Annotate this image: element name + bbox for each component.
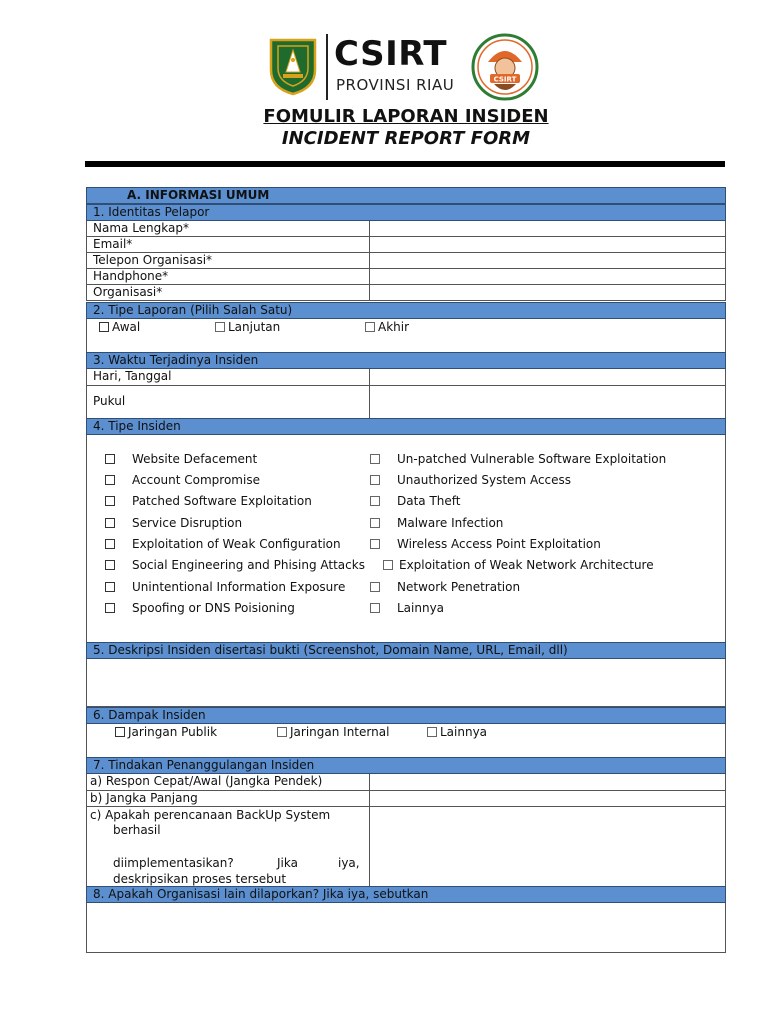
mascot-label: CSIRT xyxy=(493,75,517,84)
field-row-telepon xyxy=(86,253,726,269)
field-row-respon-cepat xyxy=(86,774,726,791)
field-row-organisasi xyxy=(86,285,726,301)
field-label: Nama Lengkap* xyxy=(93,221,189,235)
field-label: Organisasi* xyxy=(93,285,163,299)
incident-option[interactable] xyxy=(105,516,243,531)
form-title-english: INCIDENT REPORT FORM xyxy=(281,128,531,149)
field-input-pukul[interactable] xyxy=(369,386,370,418)
brand-name: CSIRT xyxy=(334,34,448,74)
checkbox-icon[interactable] xyxy=(370,582,380,592)
header-logos xyxy=(268,32,540,104)
option-label: Service Disruption xyxy=(132,516,243,530)
field-input-email[interactable] xyxy=(369,237,370,252)
field-input-jangka-panjang[interactable] xyxy=(369,791,370,806)
incident-option[interactable] xyxy=(370,494,461,509)
field-label: iya, xyxy=(338,856,360,870)
field-input-organisasi[interactable] xyxy=(369,285,370,300)
checkbox-icon[interactable] xyxy=(105,539,115,549)
checkbox-icon[interactable] xyxy=(370,539,380,549)
field-input-nama[interactable] xyxy=(369,221,370,236)
checkbox-icon[interactable] xyxy=(105,475,115,485)
checkbox-icon[interactable] xyxy=(427,727,437,737)
field-input-hari-tanggal[interactable] xyxy=(369,369,370,385)
incident-option[interactable] xyxy=(370,516,504,531)
section-5-header: 5. Deskripsi Insiden disertasi bukti (Screenshot, Domain Name, URL, Email, dll) xyxy=(86,642,726,659)
logo-divider xyxy=(326,34,328,100)
checkbox-icon[interactable] xyxy=(99,322,109,332)
field-label: b) Jangka Panjang xyxy=(90,791,198,805)
option-label: Exploitation of Weak Configuration xyxy=(132,537,341,551)
checkbox-icon[interactable] xyxy=(115,727,125,737)
option-label: Akhir xyxy=(378,320,410,334)
option-label: Wireless Access Point Exploitation xyxy=(397,537,601,551)
incident-option[interactable] xyxy=(370,473,572,488)
field-input-respon-cepat[interactable] xyxy=(369,774,370,790)
report-type-box xyxy=(86,319,726,353)
option-akhir[interactable] xyxy=(365,320,409,335)
section-4-header: 4. Tipe Insiden xyxy=(86,418,726,435)
field-label: Handphone* xyxy=(93,269,169,283)
field-row-jangka-panjang xyxy=(86,791,726,807)
checkbox-icon[interactable] xyxy=(105,496,115,506)
field-label: c) Apakah perencanaan BackUp System xyxy=(90,808,331,822)
option-label: Jaringan Internal xyxy=(290,725,390,739)
checkbox-icon[interactable] xyxy=(370,454,380,464)
field-row-pukul xyxy=(86,386,726,419)
checkbox-icon[interactable] xyxy=(215,322,225,332)
checkbox-icon[interactable] xyxy=(370,603,380,613)
incident-option[interactable] xyxy=(105,494,312,509)
section-a-header: A. INFORMASI UMUM xyxy=(86,187,726,204)
option-awal[interactable] xyxy=(99,320,140,335)
field-row-email xyxy=(86,237,726,253)
option-label: Account Compromise xyxy=(132,473,260,487)
option-jaringan-internal[interactable] xyxy=(277,725,389,740)
incident-option[interactable] xyxy=(370,452,667,467)
csirt-mascot-logo xyxy=(470,32,540,102)
incident-option[interactable] xyxy=(383,558,654,573)
section-1-header: 1. Identitas Pelapor xyxy=(86,204,726,221)
checkbox-icon[interactable] xyxy=(105,603,115,613)
option-label: Jaringan Publik xyxy=(128,725,218,739)
option-label: Lainnya xyxy=(397,601,445,615)
option-lainnya[interactable] xyxy=(427,725,487,740)
option-label: Malware Infection xyxy=(397,516,504,530)
option-label: Lanjutan xyxy=(228,320,281,334)
checkbox-icon[interactable] xyxy=(105,560,115,570)
checkbox-icon[interactable] xyxy=(370,496,380,506)
option-label: Unauthorized System Access xyxy=(397,473,572,487)
option-jaringan-publik[interactable] xyxy=(115,725,217,740)
section-3-header: 3. Waktu Terjadinya Insiden xyxy=(86,352,726,369)
field-label: Email* xyxy=(93,237,133,251)
incident-type-box xyxy=(86,435,726,645)
impact-box xyxy=(86,724,726,758)
section-7-header: 7. Tindakan Penanggulangan Insiden xyxy=(86,757,726,774)
checkbox-icon[interactable] xyxy=(370,475,380,485)
field-row-nama xyxy=(86,221,726,237)
option-label: Patched Software Exploitation xyxy=(132,494,312,508)
incident-option[interactable] xyxy=(105,580,346,595)
field-input-handphone[interactable] xyxy=(369,269,370,284)
form-title-indonesian: FOMULIR LAPORAN INSIDEN xyxy=(263,106,549,127)
field-label: Hari, Tanggal xyxy=(93,369,172,383)
riau-crest-logo xyxy=(268,36,318,96)
incident-option[interactable] xyxy=(105,558,365,573)
field-row-hari-tanggal xyxy=(86,369,726,386)
option-lanjutan[interactable] xyxy=(215,320,280,335)
field-label: diimplementasikan? xyxy=(113,856,234,870)
incident-option[interactable] xyxy=(105,601,295,616)
field-label: deskripsikan proses tersebut xyxy=(113,872,287,886)
checkbox-icon[interactable] xyxy=(105,582,115,592)
brand-subtitle: PROVINSI RIAU xyxy=(336,76,455,94)
header-rule xyxy=(85,161,725,167)
option-label: Data Theft xyxy=(397,494,461,508)
section-2-header: 2. Tipe Laporan (Pilih Salah Satu) xyxy=(86,302,726,319)
option-label: Spoofing or DNS Poisioning xyxy=(132,601,295,615)
option-label: Exploitation of Weak Network Architecture xyxy=(399,558,654,572)
incident-option[interactable] xyxy=(105,537,341,552)
field-label: Jika xyxy=(277,856,298,870)
checkbox-icon[interactable] xyxy=(105,454,115,464)
incident-option[interactable] xyxy=(370,601,445,616)
section-6-header: 6. Dampak Insiden xyxy=(86,707,726,724)
incident-option[interactable] xyxy=(105,473,260,488)
description-textarea[interactable] xyxy=(86,659,726,707)
field-label: berhasil xyxy=(113,823,161,837)
option-label: Awal xyxy=(112,320,141,334)
field-label: Pukul xyxy=(93,394,126,408)
field-input-backup[interactable] xyxy=(369,807,370,887)
option-label: Social Engineering and Phising Attacks xyxy=(132,558,365,572)
section-8-header: 8. Apakah Organisasi lain dilaporkan? Jika iya, sebutkan xyxy=(86,886,726,903)
checkbox-icon[interactable] xyxy=(383,560,393,570)
option-label: Lainnya xyxy=(440,725,488,739)
option-label: Un-patched Vulnerable Software Exploitation xyxy=(397,452,667,466)
other-organization-textarea[interactable] xyxy=(86,903,726,953)
checkbox-icon[interactable] xyxy=(277,727,287,737)
checkbox-icon[interactable] xyxy=(365,322,375,332)
field-row-backup xyxy=(86,807,726,888)
field-input-telepon[interactable] xyxy=(369,253,370,268)
field-row-handphone xyxy=(86,269,726,285)
field-label: Telepon Organisasi* xyxy=(93,253,213,267)
incident-option[interactable] xyxy=(105,452,258,467)
option-label: Website Defacement xyxy=(132,452,258,466)
option-label: Unintentional Information Exposure xyxy=(132,580,346,594)
checkbox-icon[interactable] xyxy=(370,518,380,528)
checkbox-icon[interactable] xyxy=(105,518,115,528)
field-label: a) Respon Cepat/Awal (Jangka Pendek) xyxy=(90,774,323,788)
option-label: Network Penetration xyxy=(397,580,521,594)
incident-option[interactable] xyxy=(370,537,601,552)
incident-option[interactable] xyxy=(370,580,521,595)
